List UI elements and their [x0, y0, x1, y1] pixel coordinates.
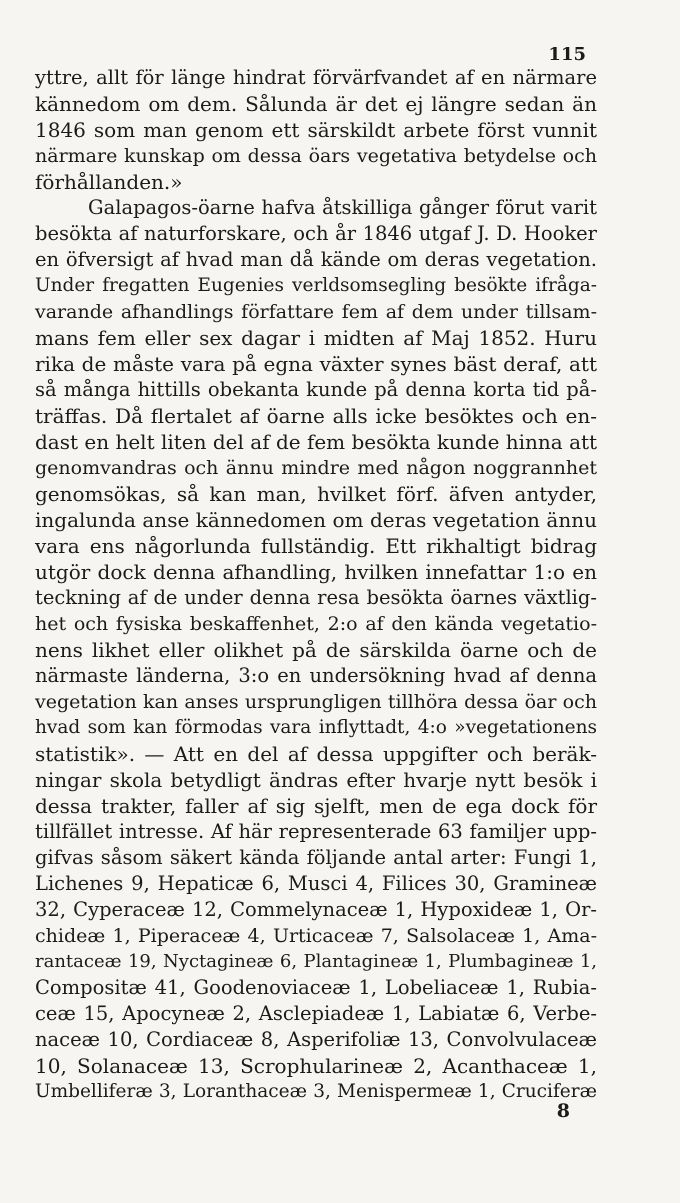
text-line: hvad som kan förmodas vara inflyttadt, 4:o »vegetationens [35, 717, 597, 738]
text-line: naceæ 10, Cordiaceæ 8, Asperifoliæ 13, Convolvulaceæ [35, 1028, 597, 1051]
text-line: vegetation kan anses ursprungligen tillhöra dessa öar och [35, 691, 597, 713]
text-line: så många hittills obekanta kunde på denna korta tid på- [35, 378, 597, 401]
text-line: mans fem eller sex dagar i midten af Maj 1852. Huru [35, 326, 597, 350]
text-line: het och fysiska beskaffenhet, 2:o af den kända vegetatio- [35, 613, 597, 635]
text-line: Galapagos-öarne hafva åtskilliga gånger förut varit [88, 196, 597, 219]
text-line: 1846 som man genom ett särskildt arbete först vunnit [35, 118, 597, 142]
text-line: statistik». — Att en del af dessa uppgifter och beräk- [35, 742, 597, 766]
text-line: kännedom om dem. Sålunda är det ej längre sedan än [35, 92, 597, 116]
text-line: 32, Cyperaceæ 12, Commelynaceæ 1, Hypoxideæ 1, Or- [35, 898, 597, 921]
text-line: Under fregatten Eugenies verldsomsegling besökte ifråga- [35, 275, 597, 296]
text-line: ceæ 15, Apocyneæ 2, Asclepiadeæ 1, Labiatæ 6, Verbe- [35, 1002, 597, 1025]
text-line: ingalunda anse kännedomen om deras vegetation ännu [35, 508, 597, 532]
text-line: förhållanden.» [35, 170, 183, 194]
page-number: 115 [548, 44, 586, 65]
text-line: närmaste länderna, 3:o en undersökning hvad af denna [35, 664, 597, 687]
text-line: yttre, allt för länge hindrat förvärfvandet af en närmare [35, 66, 597, 89]
text-line: utgör dock denna afhandling, hvilken innefattar 1:o en [35, 560, 597, 584]
text-line: rika de måste vara på egna växter synes bäst deraf, att [35, 352, 597, 376]
text-line: närmare kunskap om dessa öars vegetativa betydelse och [35, 145, 597, 167]
text-line: varande afhandlings författare fem af dem under tillsam- [35, 301, 597, 323]
text-line: Lichenes 9, Hepaticæ 6, Musci 4, Filices 30, Gramineæ [35, 872, 597, 895]
text-line: en öfversigt af hvad man då kände om deras vegetation. [35, 248, 597, 271]
text-line: Umbelliferæ 3, Loranthaceæ 3, Menispermeæ 1, Cruciferæ [35, 1081, 597, 1102]
text-line: vara ens någorlunda fullständig. Ett rikhaltigt bidrag [35, 534, 597, 558]
text-line: rantaceæ 19, Nyctagineæ 6, Plantagineæ 1, Plumbagineæ 1, [35, 951, 597, 972]
text-line: dast en helt liten del af de fem besökta kunde hinna att [35, 430, 598, 454]
text-line: chideæ 1, Piperaceæ 4, Urticaceæ 7, Salsolaceæ 1, Ama- [35, 925, 597, 947]
text-line: gifvas såsom säkert kända följande antal arter: Fungi 1, [35, 846, 597, 869]
text-line: genomsökas, så kan man, hvilket förf. äfven antyder, [35, 482, 597, 506]
text-line: besökta af naturforskare, och år 1846 utgaf J. D. Hooker [35, 222, 597, 245]
text-line: teckning af de under denna resa besökta öarnes växtlig- [35, 586, 597, 609]
text-line: dessa trakter, faller af sig sjelft, men de ega dock för [35, 794, 597, 818]
text-line: träffas. Då flertalet af öarne alls icke besöktes och en- [35, 404, 597, 428]
signature-mark: 8 [556, 1100, 570, 1122]
text-line: Compositæ 41, Goodenoviaceæ 1, Lobeliaceæ 1, Rubia- [35, 976, 597, 999]
text-line: 10, Solanaceæ 13, Scrophularineæ 2, Acanthaceæ 1, [35, 1054, 597, 1078]
text-line: nens likhet eller olikhet på de särskilda öarne och de [35, 638, 597, 662]
text-line: ningar skola betydligt ändras efter hvarje nytt besök i [35, 768, 597, 792]
text-line: genomvandras och ännu mindre med någon noggrannhet [35, 457, 597, 479]
text-line: tillfället intresse. Af här representerade 63 familjer upp- [35, 820, 597, 843]
body-text [35, 65, 597, 1105]
